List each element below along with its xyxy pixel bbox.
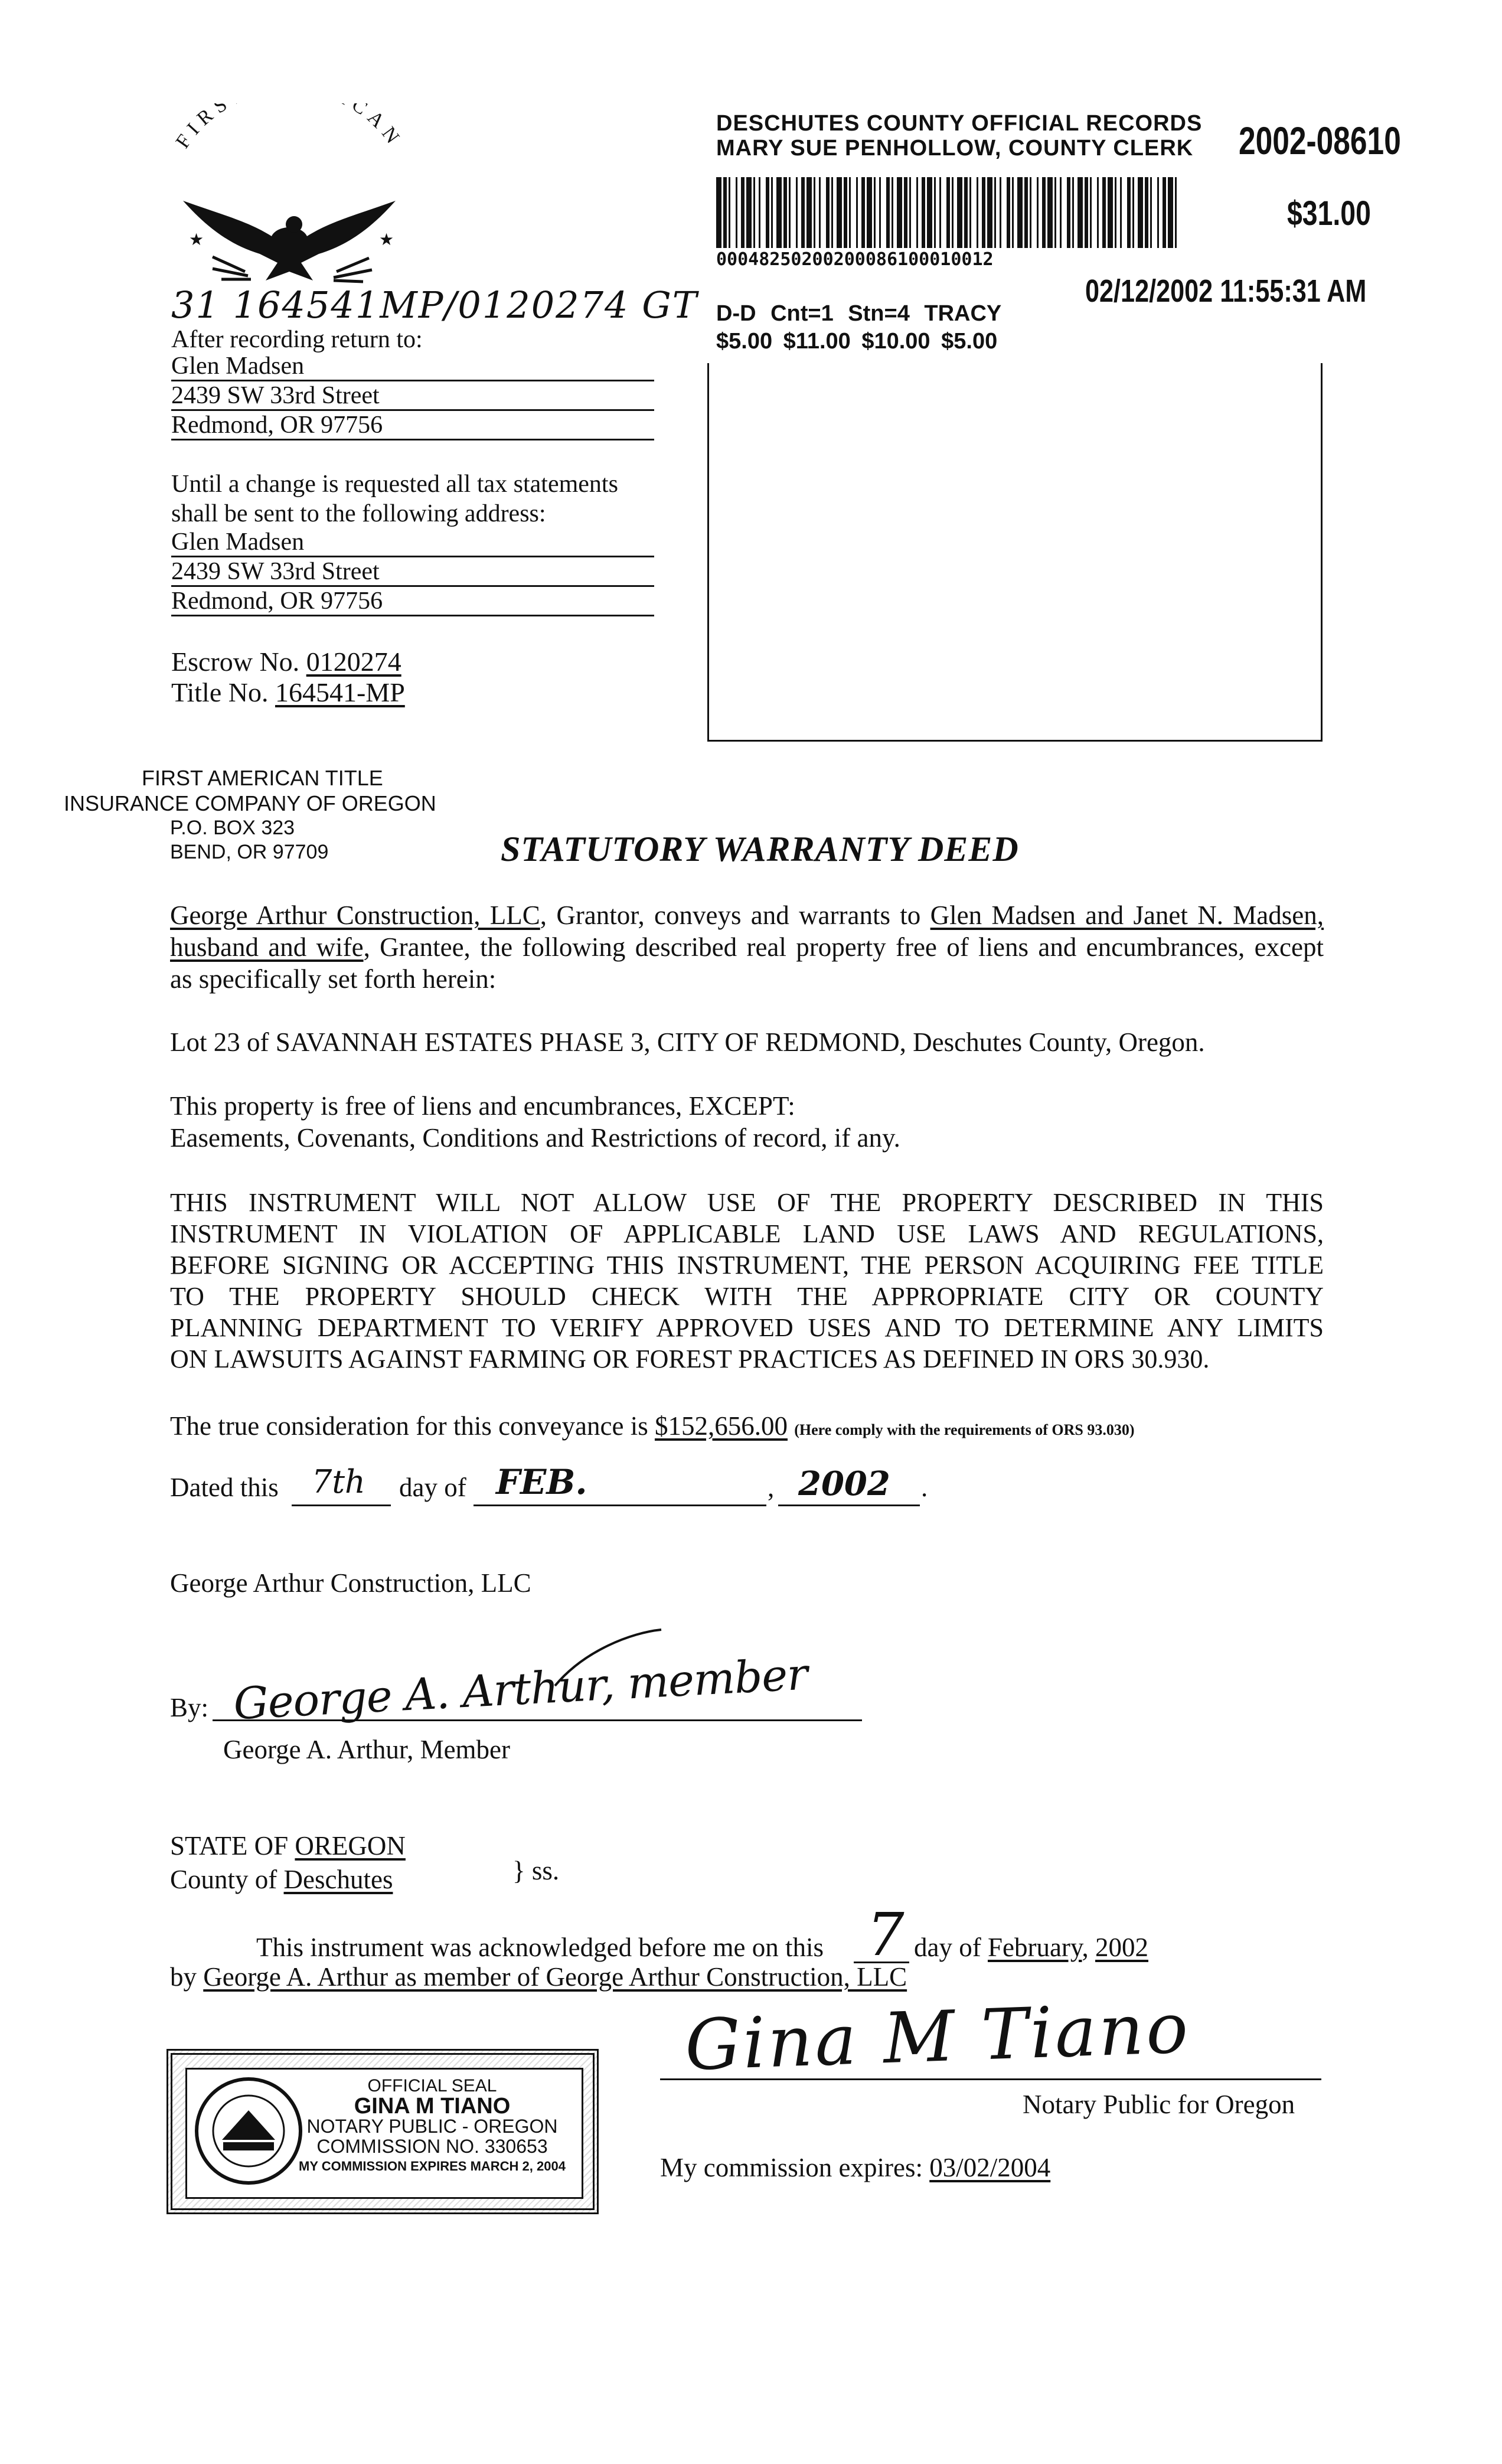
stamp-company-line3: P.O. BOX 323 — [170, 817, 295, 839]
grant-text-3: as specifically set forth herein: — [170, 964, 497, 994]
barcode-bar — [849, 177, 851, 248]
grantor-entity: George Arthur Construction, LLC — [170, 1568, 531, 1598]
barcode-bar — [892, 177, 893, 248]
barcode-bar — [939, 177, 941, 248]
barcode-bar — [766, 177, 769, 248]
dated-year: 2002 — [798, 1464, 890, 1503]
recording-fees: $5.00 $11.00 $10.00 $5.00 — [716, 329, 998, 354]
handwritten-file-reference: 31 164541MP/0120274 GT — [171, 283, 698, 327]
barcode-bar — [922, 177, 925, 248]
barcode — [716, 177, 1183, 251]
barcode-bar — [1030, 177, 1031, 248]
title-value: 164541-MP — [275, 677, 405, 707]
stamp-company-line1: FIRST AMERICAN TITLE — [142, 766, 383, 790]
barcode-bar — [1072, 177, 1074, 248]
logo-arc-text: FIRS CAN — [171, 103, 407, 152]
barcode-bar — [927, 177, 932, 248]
barcode-bar — [826, 177, 830, 248]
barcode-bar — [771, 177, 773, 248]
stamp-company-line2: INSURANCE COMPANY OF OREGON — [64, 791, 436, 815]
document-title: STATUTORY WARRANTY DEED — [501, 830, 1019, 869]
grant-text-2: , Grantee, the following described real property free of liens and encumbrances, except — [363, 932, 1324, 962]
warning-line: INSTRUMENT IN VIOLATION OF APPLICABLE LAND USE LAWS AND REGULATIONS, — [170, 1219, 1324, 1248]
barcode-bar — [1054, 177, 1056, 248]
seal-line4: COMMISSION NO. 330653 — [316, 2136, 548, 2157]
barcode-bar — [1042, 177, 1046, 248]
barcode-bar — [879, 177, 881, 248]
barcode-bar — [736, 177, 737, 248]
tax-name: Glen Madsen — [171, 528, 305, 556]
return-label: After recording return to: — [171, 326, 423, 353]
barcode-bar — [837, 177, 842, 248]
warning-line: THIS INSTRUMENT WILL NOT ALLOW USE OF THE PROPERTY DESCRIBED IN THIS — [170, 1188, 1324, 1217]
ack-text-2: day of — [914, 1933, 981, 1962]
barcode-bar — [1127, 177, 1131, 248]
signature-flourish-icon — [549, 1627, 667, 1692]
ack-month: February — [987, 1933, 1082, 1962]
notary-official-seal — [166, 2049, 599, 2214]
grantor-name: George Arthur Construction, LLC — [170, 900, 540, 930]
barcode-bar — [1067, 177, 1070, 248]
ack-by: by — [170, 1962, 197, 1992]
barcode-bar — [987, 177, 992, 248]
barcode-bar — [789, 177, 791, 248]
barcode-bar — [856, 177, 858, 248]
consideration — [170, 1411, 1134, 1441]
barcode-bar — [1175, 177, 1177, 248]
barcode-bar — [1097, 177, 1099, 248]
escrow-value: 0120274 — [306, 647, 401, 677]
barcode-bar — [1145, 177, 1148, 248]
barcode-bar — [964, 177, 968, 248]
commission-expires — [660, 2152, 1050, 2183]
venue-county-label: County of — [170, 1865, 277, 1894]
consideration-note: (Here comply with the requirements of ORS 93.030) — [794, 1421, 1135, 1438]
stamp-company-line4: BEND, OR 97709 — [170, 841, 329, 863]
warning-line: BEFORE SIGNING OR ACCEPTING THIS INSTRUMENT, THE PERSON ACQUIRING FEE TITLE — [170, 1251, 1324, 1280]
recording-fee-total: $31.00 — [1287, 194, 1371, 233]
grant-text-1: , Grantor, conveys and warrants to — [540, 900, 930, 930]
svg-text:★: ★ — [379, 231, 394, 249]
recorder-office: DESCHUTES COUNTY OFFICIAL RECORDS — [716, 111, 1203, 136]
barcode-bar — [1150, 177, 1152, 248]
barcode-bar — [819, 177, 821, 248]
warning-line: TO THE PROPERTY SHOULD CHECK WITH THE APPROPRIATE CITY OR COUNTY — [170, 1282, 1324, 1311]
barcode-bar — [716, 177, 721, 248]
venue-state — [170, 1830, 406, 1861]
barcode-bar — [897, 177, 902, 248]
barcode-bar — [1085, 177, 1088, 248]
barcode-bar — [741, 177, 745, 248]
barcode-bar — [1138, 177, 1143, 248]
return-name: Glen Madsen — [171, 353, 305, 380]
barcode-bar — [801, 177, 805, 248]
escrow-label: Escrow No. — [171, 647, 300, 677]
barcode-bar — [909, 177, 911, 248]
barcode-bar — [753, 177, 755, 248]
signer-title: George A. Arthur, Member — [223, 1735, 511, 1764]
dated-period: . — [921, 1473, 928, 1502]
grantee-names: Glen Madsen and Janet N. Madsen, — [930, 900, 1324, 930]
escrow-number — [171, 646, 401, 677]
barcode-bar — [1007, 177, 1010, 248]
barcode-bar — [861, 177, 865, 248]
seal-line1: OFFICIAL SEAL — [367, 2076, 497, 2096]
recorder-clerk: MARY SUE PENHOLLOW, COUNTY CLERK — [716, 136, 1194, 161]
barcode-bar — [1090, 177, 1092, 248]
notary-public-label: Notary Public for Oregon — [1023, 2090, 1295, 2119]
legal-description: Lot 23 of SAVANNAH ESTATES PHASE 3, CITY OF REDMOND, Deschutes County, Oregon. — [170, 1027, 1205, 1057]
dated-comma: , — [768, 1473, 775, 1502]
barcode-bar — [776, 177, 782, 248]
tax-street: 2439 SW 33rd Street — [171, 558, 380, 585]
svg-text:FIRST AMERICAN — [172, 103, 407, 152]
warning-line: PLANNING DEPARTMENT TO VERIFY APPROVED USES AND TO DETERMINE ANY LIMITS — [170, 1313, 1324, 1342]
recorder-box — [707, 363, 1323, 742]
ack-line2 — [170, 1962, 907, 1992]
barcode-bar — [934, 177, 936, 248]
barcode-bar — [1163, 177, 1166, 248]
barcode-bar — [783, 177, 787, 248]
barcode-bar — [1000, 177, 1001, 248]
barcode-bar — [796, 177, 798, 248]
return-street: 2439 SW 33rd Street — [171, 382, 380, 409]
barcode-bar — [946, 177, 950, 248]
barcode-bar — [831, 177, 833, 248]
exceptions-line1: This property is free of liens and encumbrances, EXCEPT: — [170, 1091, 795, 1121]
ack-day: 7 — [867, 1900, 905, 1969]
warning-line: ON LAWSUITS AGAINST FARMING OR FOREST PRACTICES AS DEFINED IN ORS 30.930. — [170, 1344, 1210, 1373]
title-label: Title No. — [171, 677, 269, 707]
barcode-bar — [844, 177, 847, 248]
seal-line3: NOTARY PUBLIC - OREGON — [306, 2116, 558, 2137]
ack-by-text: George A. Arthur as member of George Arthur Construction, LLC — [203, 1962, 907, 1992]
seal-line2: GINA M TIANO — [354, 2094, 511, 2119]
dated-label: Dated this — [170, 1473, 279, 1502]
barcode-bar — [1108, 177, 1113, 248]
commission-date: 03/02/2004 — [929, 2153, 1051, 2182]
barcode-digits: 00048250200200086100010012 — [716, 249, 994, 270]
commission-label: My commission expires: — [660, 2153, 923, 2182]
eagle-icon — [124, 103, 455, 298]
barcode-bar — [982, 177, 985, 248]
venue-state-label: STATE OF — [170, 1831, 289, 1861]
barcode-bar — [746, 177, 752, 248]
barcode-bar — [916, 177, 918, 248]
barcode-bar — [977, 177, 978, 248]
grant-paragraph — [170, 899, 1324, 995]
recording-codes: D-D Cnt=1 Stn=4 TRACY — [716, 301, 1002, 326]
land-use-warning — [170, 1187, 1324, 1375]
barcode-bar — [1157, 177, 1159, 248]
barcode-bar — [723, 177, 727, 248]
return-city: Redmond, OR 97756 — [171, 412, 383, 439]
dated-month: FEB. — [496, 1462, 587, 1502]
barcode-bar — [1077, 177, 1083, 248]
tax-city: Redmond, OR 97756 — [171, 588, 383, 615]
oregon-state-seal-icon — [194, 2076, 303, 2186]
barcode-bar — [1047, 177, 1053, 248]
tax-label-line2: shall be sent to the following address: — [171, 500, 546, 527]
ack-date-rest: day of February, 2002 — [914, 1933, 1148, 1962]
venue-county-value: Deschutes — [283, 1865, 393, 1894]
barcode-bar — [1060, 177, 1062, 248]
ack-year: 2002 — [1095, 1933, 1148, 1962]
barcode-bar — [806, 177, 812, 248]
barcode-bar — [1017, 177, 1023, 248]
barcode-bar — [994, 177, 996, 248]
barcode-bar — [814, 177, 815, 248]
ack-text-1: This instrument was acknowledged before me on this — [256, 1933, 824, 1962]
barcode-bar — [874, 177, 876, 248]
grantor-signature: George A. Arthur, member — [232, 1649, 809, 1730]
svg-text:★: ★ — [189, 231, 204, 249]
ack-line1 — [256, 1932, 824, 1963]
dated-day-of: day of — [399, 1473, 466, 1502]
barcode-bar — [886, 177, 890, 248]
barcode-bar — [1120, 177, 1122, 248]
notary-signature: Gina M Tiano — [683, 1987, 1192, 2086]
barcode-bar — [729, 177, 730, 248]
barcode-bar — [1132, 177, 1134, 248]
barcode-bar — [1012, 177, 1014, 248]
barcode-bar — [1024, 177, 1028, 248]
grantee-relation: husband and wife — [170, 932, 364, 962]
barcode-bar — [867, 177, 872, 248]
barcode-bar — [1037, 177, 1039, 248]
barcode-bar — [1168, 177, 1173, 248]
title-number — [171, 677, 405, 708]
first-american-logo — [124, 103, 455, 298]
consideration-text: The true consideration for this conveyance is — [170, 1411, 655, 1441]
barcode-image — [716, 177, 1183, 251]
exceptions-line2: Easements, Covenants, Conditions and Restrictions of record, if any. — [170, 1123, 900, 1153]
barcode-bar — [1115, 177, 1116, 248]
recording-datetime: 02/12/2002 11:55:31 AM — [1085, 273, 1367, 309]
barcode-bar — [904, 177, 907, 248]
barcode-bar — [957, 177, 962, 248]
barcode-bar — [952, 177, 954, 248]
venue-state-value: OREGON — [295, 1831, 406, 1861]
dated-day: 7th — [312, 1463, 365, 1500]
tax-label-line1: Until a change is requested all tax statements — [171, 471, 618, 498]
venue-ss: } ss. — [512, 1856, 560, 1885]
by-label: By: — [170, 1693, 209, 1722]
venue-county — [170, 1864, 393, 1895]
seal-line5: MY COMMISSION EXPIRES MARCH 2, 2004 — [299, 2159, 566, 2173]
consideration-amount: $152,656.00 — [654, 1411, 788, 1441]
barcode-bar — [1102, 177, 1106, 248]
barcode-bar — [759, 177, 760, 248]
recording-number: 2002-08610 — [1239, 119, 1401, 162]
barcode-bar — [969, 177, 971, 248]
